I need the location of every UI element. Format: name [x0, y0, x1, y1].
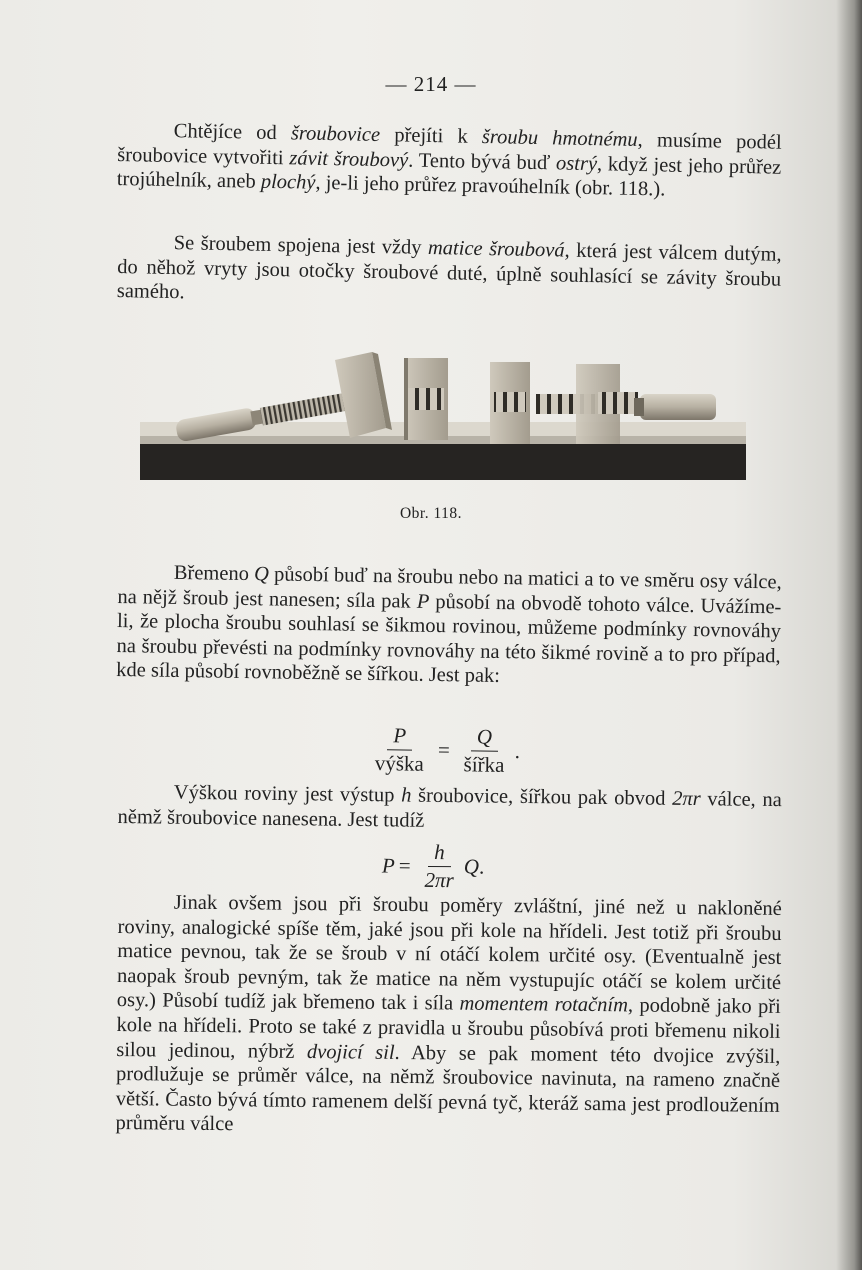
text-run: , když jest jeho průřez trojúhelník, aneb: [116, 152, 782, 193]
text-run: , která jest válcem dutým, do něhož vryty jsou otočky šroubové duté, úplně souhlasící se závity šroubu samého.: [116, 239, 782, 304]
page-number: — 214 —: [385, 72, 477, 96]
text-run: , podobně jako při kole na hřídeli. Proto se také z pravidla u šroubu působívá proti břemenu nikoli silou jedinou, nýbrž: [116, 994, 781, 1063]
text-run: působí buď na šroubu nebo na matici a to ve směru osy válce, na nějž šroub jest nanesen; síla pak: [117, 563, 782, 613]
period: .: [514, 739, 521, 764]
italic-term: ostrý: [555, 152, 598, 175]
italic-symbol: h: [401, 784, 412, 807]
figure-118-screw-photo: [140, 340, 748, 482]
text-run: válce, na němž šroubovice nanesena. Jest tudíž: [117, 788, 782, 832]
numerator: Q: [471, 724, 499, 751]
text-run: , musíme podél šroubovice vytvořiti: [117, 128, 782, 169]
period: .: [478, 854, 485, 879]
denominator: šířka: [463, 752, 505, 777]
italic-term: plochý: [260, 170, 316, 194]
fraction-left: [369, 723, 431, 777]
paragraph-1: [117, 118, 782, 205]
equation-ratio: [365, 723, 521, 778]
numerator: P: [387, 723, 412, 750]
denominator: 2πr: [424, 867, 454, 893]
figure-caption: Obr. 118.: [399, 505, 463, 522]
italic-term: dvojicí sil: [306, 1040, 395, 1064]
italic-symbol: 2πr: [672, 787, 701, 811]
equals-sign: =: [398, 853, 411, 878]
italic-term: závit šroubový: [289, 146, 409, 172]
paragraph-5: [115, 890, 782, 1143]
equals-sign: =: [437, 737, 451, 763]
lhs-symbol: P: [381, 853, 395, 878]
text-run: šroubovice, šířkou pak obvod: [411, 784, 673, 810]
rhs-symbol: Q: [463, 854, 480, 879]
fraction-right: [457, 724, 511, 778]
text-run: . Tento bývá buď: [408, 149, 557, 175]
italic-term: šroubu hmotnému: [481, 125, 638, 151]
italic-symbol: P: [416, 590, 430, 613]
text-run: Chtějíce od: [173, 120, 292, 145]
paragraph-2: [117, 230, 782, 317]
numerator: h: [428, 840, 451, 867]
denominator: výška: [374, 751, 424, 776]
italic-term: matice šroubová: [427, 236, 565, 262]
paragraph-4: [117, 780, 782, 837]
italic-symbol: Q: [253, 563, 270, 586]
text-run: Jinak ovšem jsou při šroubu poměry zvláštní, jiné než u nakloněné roviny, analogické spíše těm, jaké jsou při kole na hřídeli. Jest totiž při šroubu matice pevnou, tak že se šroub v ní otáčí kolem určité osy. (Eventualně jest naopak šroub pevným, tak že matice na něm vystupujíc otáčí se kolem určité osy.) Působí tudíž jak břemeno tak i síla: [116, 891, 782, 1015]
text-run: Výškou roviny jest výstup: [173, 781, 402, 807]
text-run: , je-li jeho průřez pravoúhelník (obr. 118.).: [315, 171, 666, 201]
equation-force: [382, 839, 485, 893]
text-run: přejíti k: [379, 124, 483, 148]
text-run: působí na obvodě tohoto válce. Uvážíme-li, že plocha šroubu souhlasí se šikmou rovinou, můžeme podmínky rovnováhy na šroubu převésti na podmínky rovnováhy na této šikmé rovině a to pro případ, kde síla působí rovnoběžně se šířkou. Jest pak:: [116, 590, 782, 688]
text-run: . Aby se pak moment této dvojice zvýšil, prodlužuje se průměr válce, na němž šroubovice navinuta, na rameno značně větší. Často bývá tímto ramenem delší pevná tyč, kteráž sama jest prodloužením průměru válce: [115, 1041, 781, 1136]
text-run: Se šroubem spojena jest vždy: [173, 232, 429, 259]
italic-term: šroubovice: [290, 122, 381, 147]
paragraph-3: [116, 560, 782, 693]
spine-shadow: [836, 0, 862, 1270]
fraction: [418, 840, 460, 893]
italic-term: momentem rotačním: [459, 992, 629, 1017]
text-run: Břemeno: [173, 561, 255, 586]
